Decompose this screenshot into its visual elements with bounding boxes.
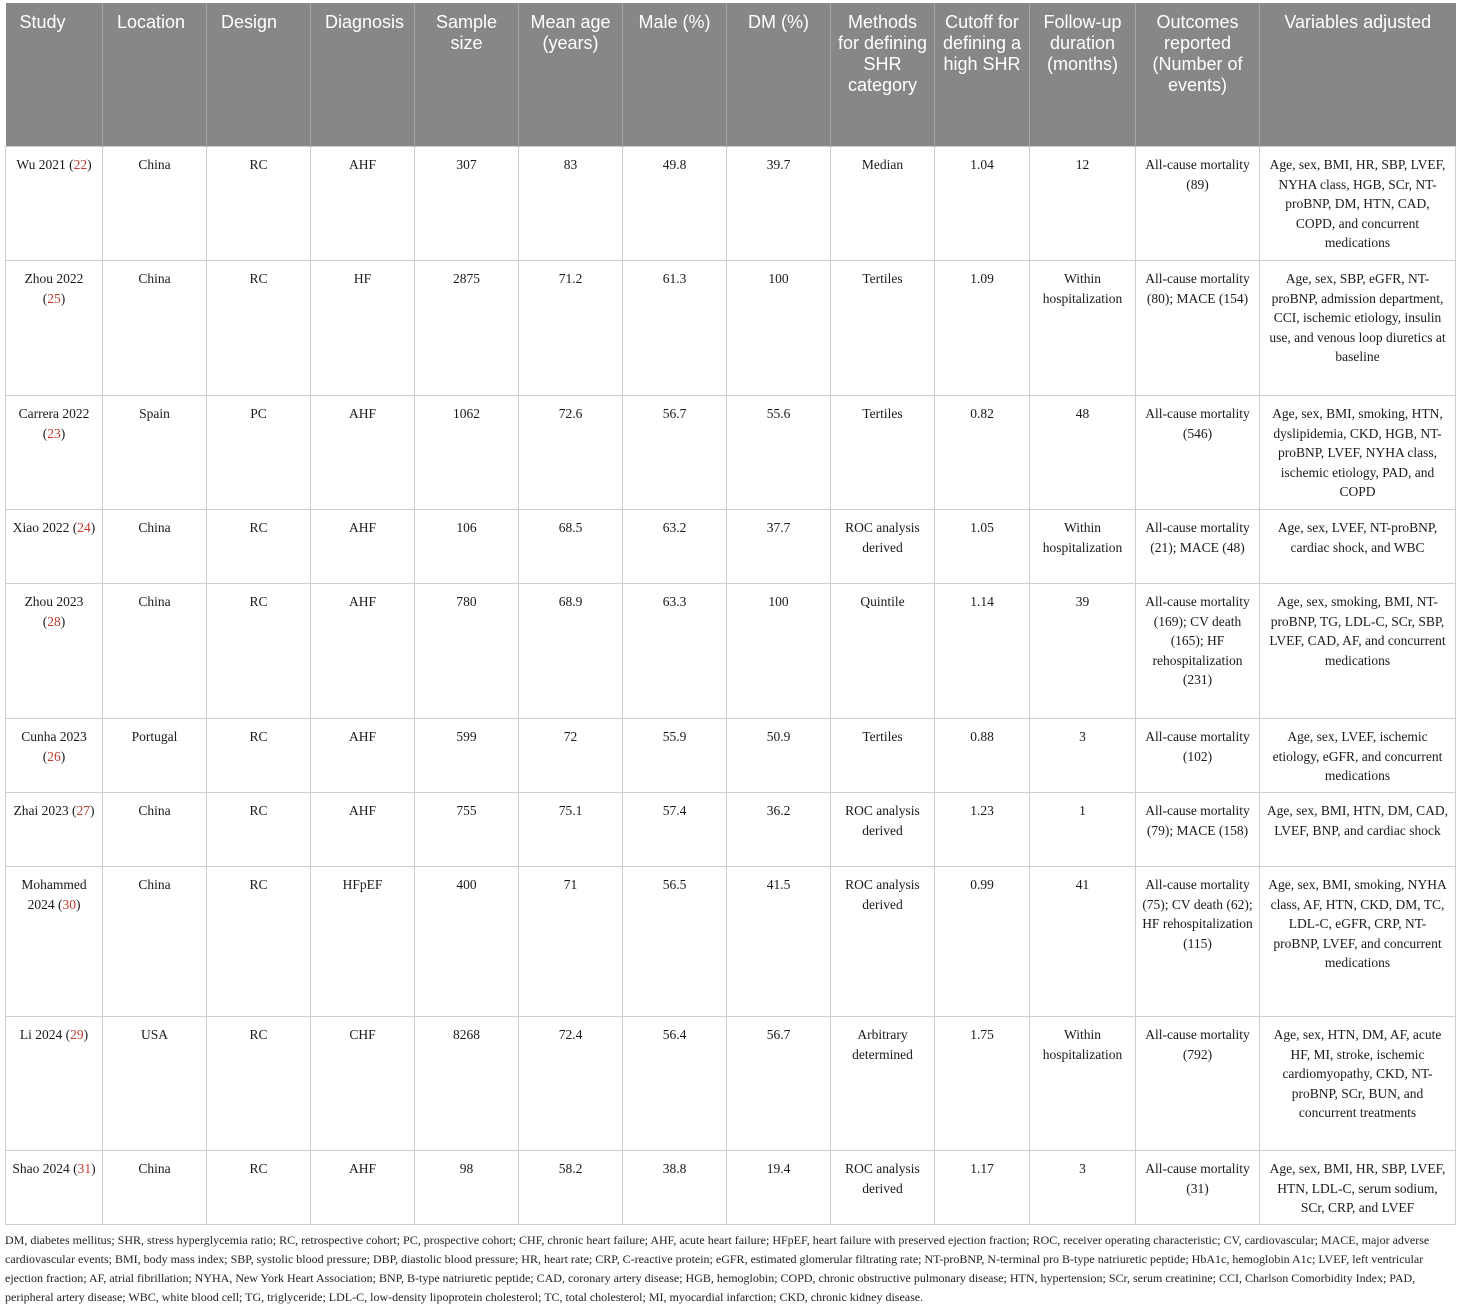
cell-mean-age: 68.9 (519, 584, 623, 719)
cell-variables: Age, sex, LVEF, ischemic etiology, eGFR, and concurrent medications (1260, 719, 1456, 793)
cell-followup: 12 (1030, 147, 1136, 261)
cell-cutoff: 0.82 (935, 396, 1030, 510)
cell-male: 55.9 (623, 719, 727, 793)
cell-design: RC (207, 147, 311, 261)
cell-variables: Age, sex, BMI, smoking, NYHA class, AF, HTN, CKD, DM, TC, LDL-C, eGFR, CRP, NT-proBNP, LVEF, and concurrent medications (1260, 867, 1456, 1017)
cell-outcomes: All-cause mortality (80); MACE (154) (1136, 261, 1260, 396)
table-row (6, 793, 1456, 867)
cell-location: Portugal (103, 719, 207, 793)
cell-outcomes: All-cause mortality (546) (1136, 396, 1260, 510)
cell-cutoff: 0.88 (935, 719, 1030, 793)
cell-location: China (103, 510, 207, 584)
cell-mean-age: 68.5 (519, 510, 623, 584)
header-followup: Follow-up duration (months) (1030, 3, 1136, 147)
reference-link[interactable]: 26 (47, 748, 61, 764)
cell-mean-age: 72.6 (519, 396, 623, 510)
cell-outcomes: All-cause mortality (792) (1136, 1017, 1260, 1151)
cell-method: ROC analysis derived (831, 793, 935, 867)
reference-link[interactable]: 31 (77, 1161, 92, 1176)
cell-dm: 50.9 (727, 719, 831, 793)
cell-outcomes: All-cause mortality (89) (1136, 147, 1260, 261)
cell-method: Tertiles (831, 261, 935, 396)
cell-male: 56.7 (623, 396, 727, 510)
reference-link[interactable]: 24 (77, 520, 91, 535)
cell-design: RC (207, 719, 311, 793)
cell-male: 63.2 (623, 510, 727, 584)
cell-diagnosis: AHF (311, 396, 415, 510)
cell-variables: Age, sex, BMI, HTN, DM, CAD, LVEF, BNP, and cardiac shock (1260, 793, 1456, 867)
cell-diagnosis: HF (311, 261, 415, 396)
cell-dm: 100 (727, 584, 831, 719)
cell-outcomes: All-cause mortality (31) (1136, 1151, 1260, 1225)
cell-method: Tertiles (831, 719, 935, 793)
study-name: Zhai 2023 (13, 803, 69, 818)
study-characteristics-table (5, 3, 1456, 1225)
reference-link[interactable]: 28 (47, 613, 61, 629)
cell-location: China (103, 793, 207, 867)
reference-link[interactable]: 27 (76, 803, 90, 818)
cell-diagnosis: HFpEF (311, 867, 415, 1017)
cell-variables: Age, sex, LVEF, NT-proBNP, cardiac shock, and WBC (1260, 510, 1456, 584)
cell-study: Wu 2021 (22) (6, 147, 103, 261)
cell-followup: 39 (1030, 584, 1136, 719)
cell-dm: 36.2 (727, 793, 831, 867)
cell-method: Median (831, 147, 935, 261)
cell-followup: Within hospitalization (1030, 510, 1136, 584)
table-row (6, 584, 1456, 719)
cell-design: RC (207, 584, 311, 719)
header-variables: Variables adjusted (1260, 3, 1456, 147)
cell-mean-age: 72.4 (519, 1017, 623, 1151)
reference-link[interactable]: 23 (47, 425, 61, 441)
cell-location: China (103, 261, 207, 396)
cell-mean-age: 58.2 (519, 1151, 623, 1225)
cell-dm: 41.5 (727, 867, 831, 1017)
cell-study: Carrera 2022 (23) (6, 396, 103, 510)
cell-dm: 19.4 (727, 1151, 831, 1225)
cell-followup: 3 (1030, 719, 1136, 793)
header-methods: Methods for defining SHR category (831, 3, 935, 147)
cell-male: 56.4 (623, 1017, 727, 1151)
cell-sample-size: 98 (415, 1151, 519, 1225)
cell-design: RC (207, 1151, 311, 1225)
cell-outcomes: All-cause mortality (75); CV death (62); HF rehospitalization (115) (1136, 867, 1260, 1017)
cell-cutoff: 0.99 (935, 867, 1030, 1017)
table-row (6, 261, 1456, 396)
cell-cutoff: 1.17 (935, 1151, 1030, 1225)
table-row (6, 719, 1456, 793)
cell-diagnosis: AHF (311, 1151, 415, 1225)
cell-study: Li 2024 (29) (6, 1017, 103, 1151)
cell-followup: 1 (1030, 793, 1136, 867)
header-sample-size: Sample size (415, 3, 519, 147)
cell-location: China (103, 1151, 207, 1225)
cell-diagnosis: AHF (311, 793, 415, 867)
study-name: Cunha 2023 (21, 729, 87, 744)
cell-method: Arbitrary determined (831, 1017, 935, 1151)
header-cutoff: Cutoff for defining a high SHR (935, 3, 1030, 147)
cell-diagnosis: AHF (311, 584, 415, 719)
cell-mean-age: 71.2 (519, 261, 623, 396)
table-row (6, 510, 1456, 584)
cell-location: China (103, 147, 207, 261)
cell-male: 56.5 (623, 867, 727, 1017)
table-footnote: DM, diabetes mellitus; SHR, stress hyperglycemia ratio; RC, retrospective cohort; PC, prospective cohort; CHF, chronic heart failure; AHF, acute heart failure; HFpEF, heart failure with preserved ejection fraction; ROC, receiver operating characteristic; CV, cardiovascular; MACE, major adverse cardiovascular events; BMI, body mass index; SBP, systolic blood pressure; DBP, diastolic blood pressure; HR, heart rate; CRP, C-reactive protein; eGFR, estimated glomerular filtrating rate; NT-proBNP, N-terminal pro B-type natriuretic peptide; HbA1c, hemoglobin A1c; LVEF, left ventricular ejection fraction; AF, atrial fibrillation; NYHA, New York Heart Association; BNP, B-type natriuretic peptide; CAD, coronary artery disease; HGB, hemoglobin; COPD, chronic obstructive pulmonary disease; HTN, hypertension; SCr, serum creatinine; CCI, Charlson Comorbidity Index; PAD, peripheral artery disease; WBC, white blood cell; TG, triglyceride; LDL-C, low-density lipoprotein cholesterol; TC, total cholesterol; MI, myocardial infarction; CKD, chronic kidney disease. (5, 1233, 1430, 1304)
cell-sample-size: 106 (415, 510, 519, 584)
cell-variables: Age, sex, BMI, HR, SBP, LVEF, NYHA class, HGB, SCr, NT-proBNP, DM, HTN, CAD, COPD, and concurrent medications (1260, 147, 1456, 261)
cell-design: RC (207, 867, 311, 1017)
cell-method: ROC analysis derived (831, 1151, 935, 1225)
cell-design: RC (207, 510, 311, 584)
cell-design: RC (207, 793, 311, 867)
reference-link[interactable]: 29 (70, 1027, 84, 1042)
cell-followup: 41 (1030, 867, 1136, 1017)
study-name: Carrera 2022 (18, 406, 90, 421)
cell-cutoff: 1.04 (935, 147, 1030, 261)
study-name: Zhou 2022 (24, 271, 84, 286)
cell-male: 63.3 (623, 584, 727, 719)
cell-variables: Age, sex, smoking, BMI, NT-proBNP, TG, LDL-C, SCr, SBP, LVEF, CAD, AF, and concurrent medications (1260, 584, 1456, 719)
cell-design: RC (207, 1017, 311, 1151)
table-row (6, 1151, 1456, 1225)
cell-sample-size: 2875 (415, 261, 519, 396)
table-row (6, 147, 1456, 261)
cell-variables: Age, sex, SBP, eGFR, NT-proBNP, admission department, CCI, ischemic etiology, insulin use, and venous loop diuretics at baseline (1260, 261, 1456, 396)
cell-design: PC (207, 396, 311, 510)
cell-location: Spain (103, 396, 207, 510)
cell-dm: 39.7 (727, 147, 831, 261)
cell-variables: Age, sex, BMI, smoking, HTN, dyslipidemia, CKD, HGB, NT-proBNP, LVEF, NYHA class, ischemic etiology, PAD, and COPD (1260, 396, 1456, 510)
cell-study: Shao 2024 (31) (6, 1151, 103, 1225)
cell-sample-size: 307 (415, 147, 519, 261)
cell-study: Zhou 2022 (25) (6, 261, 103, 396)
cell-dm: 56.7 (727, 1017, 831, 1151)
header-male: Male (%) (623, 3, 727, 147)
cell-cutoff: 1.09 (935, 261, 1030, 396)
study-name: Shao 2024 (12, 1161, 70, 1176)
cell-dm: 100 (727, 261, 831, 396)
study-name: Mohammed 2024 (21, 877, 87, 912)
cell-outcomes: All-cause mortality (102) (1136, 719, 1260, 793)
cell-male: 38.8 (623, 1151, 727, 1225)
cell-followup: 48 (1030, 396, 1136, 510)
cell-design: RC (207, 261, 311, 396)
cell-diagnosis: CHF (311, 1017, 415, 1151)
study-name: Zhou 2023 (24, 594, 84, 609)
cell-mean-age: 83 (519, 147, 623, 261)
cell-method: Tertiles (831, 396, 935, 510)
study-name: Li 2024 (19, 1027, 63, 1042)
header-mean-age: Mean age (years) (519, 3, 623, 147)
header-design: Design (207, 3, 311, 147)
cell-study: Xiao 2022 (24) (6, 510, 103, 584)
cell-study: Mohammed 2024 (30) (6, 867, 103, 1017)
cell-cutoff: 1.75 (935, 1017, 1030, 1151)
cell-mean-age: 75.1 (519, 793, 623, 867)
cell-diagnosis: AHF (311, 719, 415, 793)
cell-outcomes: All-cause mortality (79); MACE (158) (1136, 793, 1260, 867)
table-row (6, 396, 1456, 510)
table-container (5, 3, 1455, 1307)
cell-sample-size: 755 (415, 793, 519, 867)
header-dm: DM (%) (727, 3, 831, 147)
study-name: Wu 2021 (16, 157, 66, 172)
reference-link[interactable]: 30 (62, 896, 76, 912)
cell-location: China (103, 584, 207, 719)
cell-cutoff: 1.23 (935, 793, 1030, 867)
header-location: Location (103, 3, 207, 147)
cell-sample-size: 599 (415, 719, 519, 793)
header-row (6, 3, 1456, 147)
cell-sample-size: 780 (415, 584, 519, 719)
cell-location: China (103, 867, 207, 1017)
reference-link[interactable]: 25 (47, 290, 61, 306)
cell-dm: 55.6 (727, 396, 831, 510)
study-name: Xiao 2022 (12, 520, 70, 535)
cell-study: Zhou 2023 (28) (6, 584, 103, 719)
cell-followup: Within hospitalization (1030, 261, 1136, 396)
cell-variables: Age, sex, BMI, HR, SBP, LVEF, HTN, LDL-C, serum sodium, SCr, CRP, and LVEF (1260, 1151, 1456, 1225)
cell-followup: Within hospitalization (1030, 1017, 1136, 1151)
cell-location: USA (103, 1017, 207, 1151)
table-row (6, 867, 1456, 1017)
cell-male: 57.4 (623, 793, 727, 867)
cell-variables: Age, sex, HTN, DM, AF, acute HF, MI, stroke, ischemic cardiomyopathy, CKD, NT-proBNP, SCr, BUN, and concurrent treatments (1260, 1017, 1456, 1151)
cell-study: Zhai 2023 (27) (6, 793, 103, 867)
cell-method: Quintile (831, 584, 935, 719)
cell-outcomes: All-cause mortality (169); CV death (165); HF rehospitalization (231) (1136, 584, 1260, 719)
table-body (6, 147, 1456, 1225)
cell-dm: 37.7 (727, 510, 831, 584)
cell-diagnosis: AHF (311, 147, 415, 261)
header-diagnosis: Diagnosis (311, 3, 415, 147)
cell-mean-age: 71 (519, 867, 623, 1017)
reference-link[interactable]: 22 (73, 157, 88, 172)
cell-male: 49.8 (623, 147, 727, 261)
cell-followup: 3 (1030, 1151, 1136, 1225)
cell-method: ROC analysis derived (831, 867, 935, 1017)
table-row (6, 1017, 1456, 1151)
cell-cutoff: 1.05 (935, 510, 1030, 584)
cell-sample-size: 1062 (415, 396, 519, 510)
header-outcomes: Outcomes reported (Number of events) (1136, 3, 1260, 147)
cell-study: Cunha 2023 (26) (6, 719, 103, 793)
cell-method: ROC analysis derived (831, 510, 935, 584)
cell-outcomes: All-cause mortality (21); MACE (48) (1136, 510, 1260, 584)
cell-mean-age: 72 (519, 719, 623, 793)
cell-cutoff: 1.14 (935, 584, 1030, 719)
cell-male: 61.3 (623, 261, 727, 396)
cell-sample-size: 8268 (415, 1017, 519, 1151)
cell-sample-size: 400 (415, 867, 519, 1017)
header-study: Study (6, 3, 103, 147)
cell-diagnosis: AHF (311, 510, 415, 584)
